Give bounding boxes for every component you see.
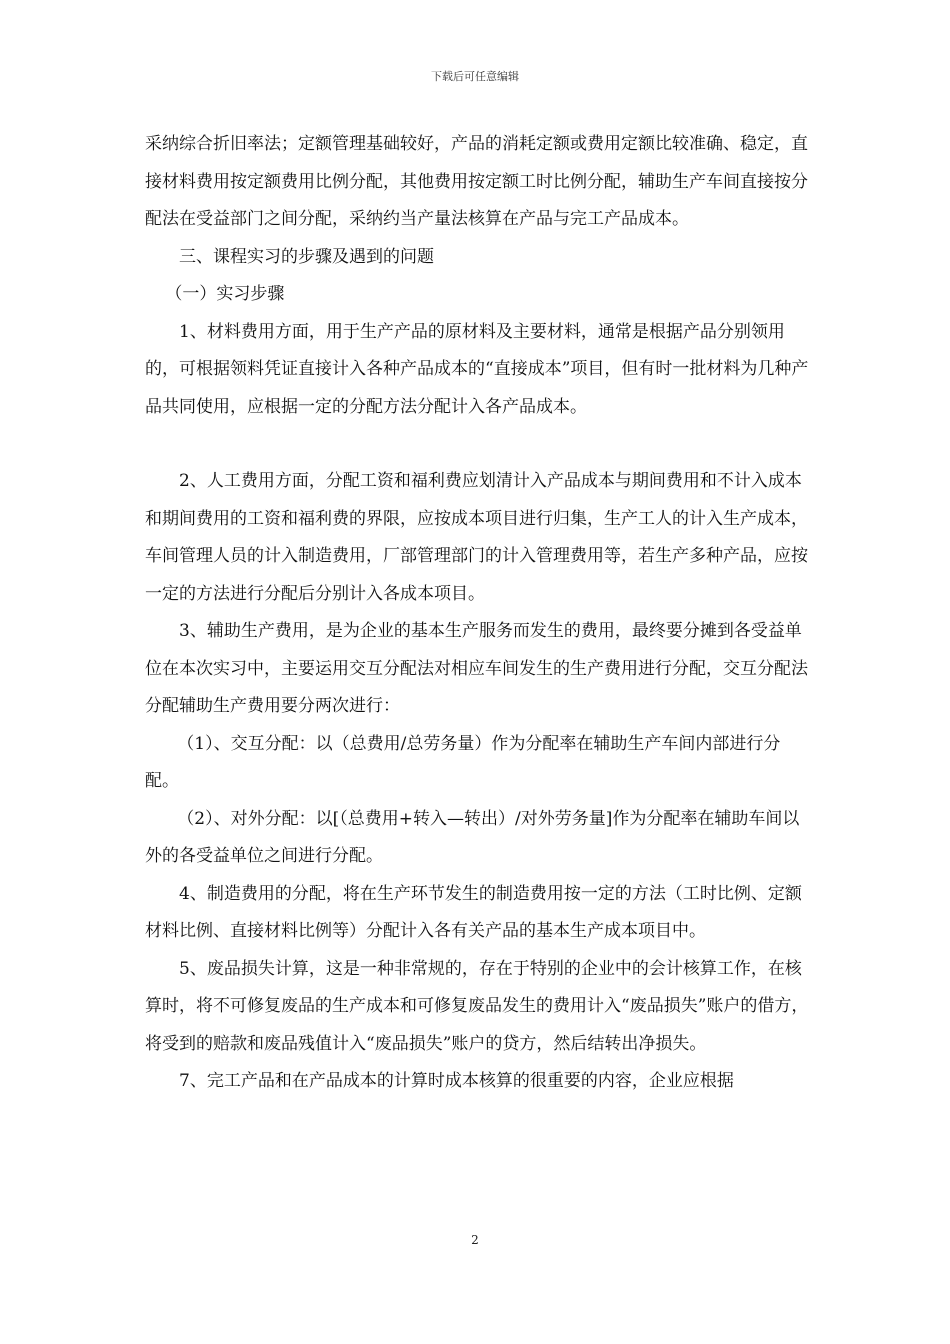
- paragraph-overhead-allocation: 4、制造费用的分配，将在生产环节发生的制造费用按一定的方法（工时比例、定额材料比例、直接材料比例等）分配计入各有关产品的基本生产成本项目中。: [145, 883, 802, 941]
- document-body: [145, 126, 813, 1101]
- page-header: 下载后可任意编辑: [431, 70, 519, 83]
- page-number: 2: [471, 1233, 479, 1247]
- paragraph-finished-products: 7、完工产品和在产品成本的计算时成本核算的很重要的内容，企业应根据: [179, 1071, 734, 1091]
- paragraph-scrap-loss: 5、废品损失计算，这是一种非常规的，存在于特别的企业中的会计核算工作，在核算时，将不可修复废品的生产成本和可修复废品发生的费用计入“废品损失”账户的借方，将受到的赔款和废品残值计入“废品损失”账户的贷方，然后结转出净损失。: [145, 958, 809, 1054]
- paragraph-labor-costs: 2、人工费用方面，分配工资和福利费应划清计入产品成本与期间费用和不计入成本和期间费用的工资和福利费的界限，应按成本项目进行归集，生产工人的计入生产成本，车间管理人员的计入制造费用，厂部管理部门的计入管理费用等，若生产多种产品，应按一定的方法进行分配后分别计入各成本项目。: [145, 471, 808, 604]
- blank-line: [145, 426, 813, 463]
- section-heading-3: 三、课程实习的步骤及遇到的问题: [179, 246, 434, 267]
- paragraph-external-allocation: （2）、对外分配：以[（总费用+转入—转出）/对外劳务量]作为分配率在辅助车间以外的各受益单位之间进行分配。: [145, 808, 800, 866]
- paragraph-auxiliary-costs: 3、辅助生产费用，是为企业的基本生产服务而发生的费用，最终要分摊到各受益单位在本次实习中，主要运用交互分配法对相应车间发生的生产费用进行分配，交互分配法分配辅助生产费用要分两次进行：: [145, 621, 808, 716]
- paragraph-continued: 采纳综合折旧率法；定额管理基础较好，产品的消耗定额或费用定额比较准确、稳定，直接材料费用按定额费用比例分配，其他费用按定额工时比例分配，辅助生产车间直接按分配法在受益部门之间分配，采纳约当产量法核算在产品与完工产品成本。: [145, 134, 808, 229]
- paragraph-interactive-allocation: （1）、交互分配：以（总费用/总劳务量）作为分配率在辅助生产车间内部进行分配。: [145, 733, 781, 791]
- paragraph-material-costs: 1、材料费用方面，用于生产产品的原材料及主要材料，通常是根据产品分别领用的，可根据领料凭证直接计入各种产品成本的“直接成本”项目，但有时一批材料为几种产品共同使用，应根据一定的分配方法分配计入各产品成本。: [145, 321, 809, 417]
- subsection-heading-steps: （一）实习步骤: [165, 284, 285, 304]
